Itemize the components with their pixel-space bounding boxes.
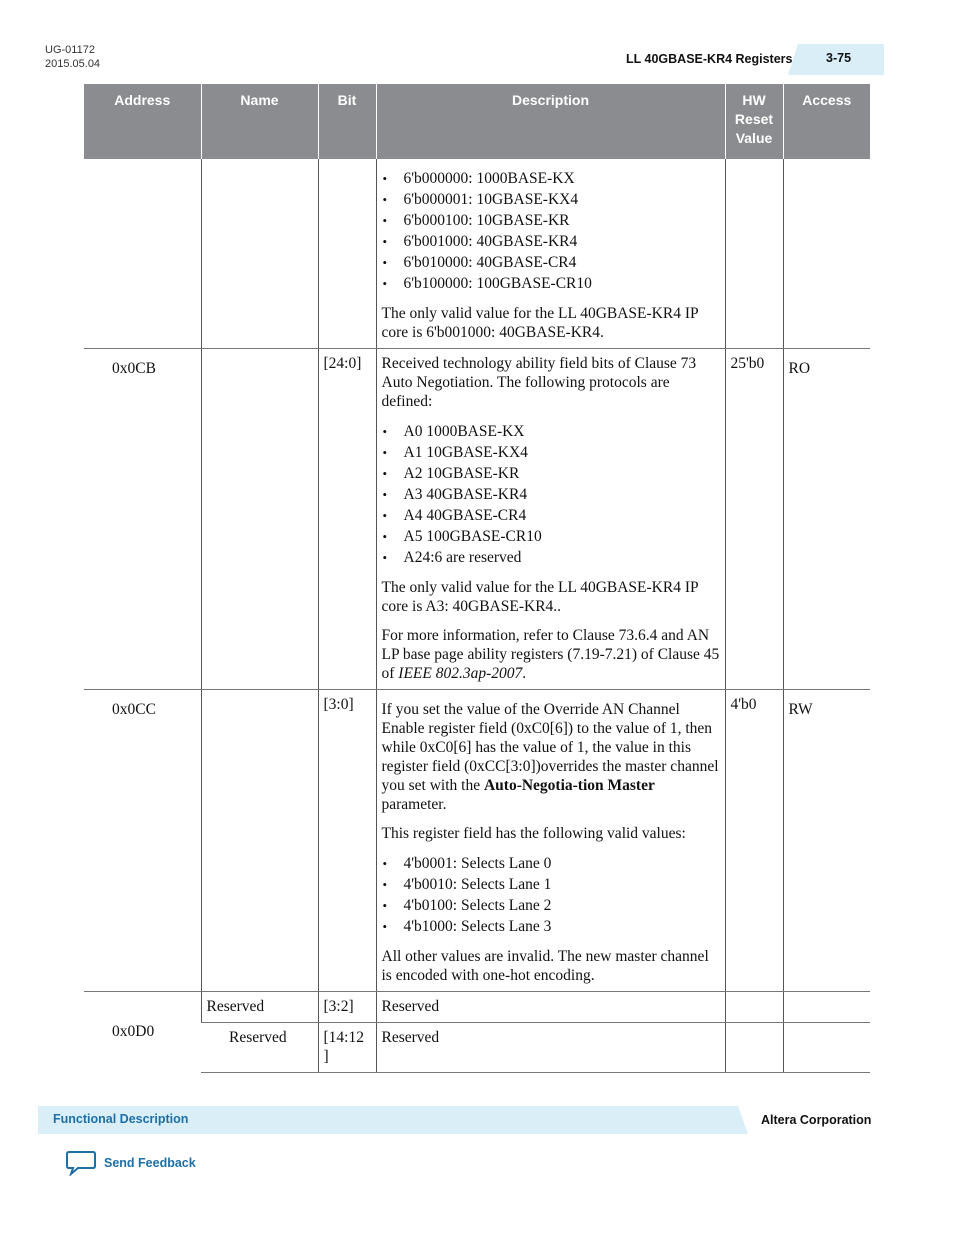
list-item: • 6'b010000: 40GBASE-CR4 xyxy=(382,252,720,273)
column-header-access: Access xyxy=(783,84,870,159)
description-intro xyxy=(382,700,720,814)
reset-cell: 25'b0 xyxy=(725,349,783,690)
table-row xyxy=(84,349,870,690)
table-row xyxy=(84,159,870,349)
table-row xyxy=(84,992,870,1023)
list-item: • A2 10GBASE-KR xyxy=(382,463,720,484)
address-cell: 0x0D0 xyxy=(112,1023,155,1041)
reset-cell xyxy=(725,159,783,349)
list-item: • A5 100GBASE-CR10 xyxy=(382,526,720,547)
list-item: • 4'b1000: Selects Lane 3 xyxy=(382,916,720,937)
description-intro: Received technology ability field bits of Clause 73 Auto Negotiation. The following protocols are defined: xyxy=(381,355,697,410)
reset-cell xyxy=(725,992,783,1023)
section-link[interactable]: Functional Description xyxy=(38,1106,738,1134)
table-row xyxy=(84,1023,870,1073)
name-cell xyxy=(201,349,318,690)
intro-end: parameter. xyxy=(381,796,447,813)
access-cell xyxy=(783,992,870,1023)
access-cell: RW xyxy=(783,690,870,992)
name-cell xyxy=(201,690,318,992)
protocol-list xyxy=(382,421,720,568)
list-item: • 4'b0100: Selects Lane 2 xyxy=(382,895,720,916)
bit-cell: [14:12 ] xyxy=(318,1023,376,1073)
description-note: The only valid value for the LL 40GBASE-KR4 IP core is 6'b001000: 40GBASE-KR4. xyxy=(381,305,699,341)
page-number: 3-75 xyxy=(798,44,884,75)
address-cell: 0x0CC xyxy=(84,690,201,992)
speech-bubble-icon xyxy=(66,1150,96,1176)
table-row xyxy=(84,690,870,992)
bit-cell xyxy=(318,159,376,349)
bit-cell: [3:2] xyxy=(318,992,376,1023)
description-cell: Reserved xyxy=(376,1023,725,1073)
list-item: • A24:6 are reserved xyxy=(382,547,720,568)
protocol-list xyxy=(382,168,720,294)
address-cell xyxy=(84,159,201,349)
list-item: • 4'b0010: Selects Lane 1 xyxy=(382,874,720,895)
list-item: • 6'b100000: 100GBASE-CR10 xyxy=(382,273,720,294)
name-cell: Reserved xyxy=(201,1023,318,1073)
list-item: • A4 40GBASE-CR4 xyxy=(382,505,720,526)
list-item: • 6'b000000: 1000BASE-KX xyxy=(382,168,720,189)
name-cell: Reserved xyxy=(201,992,318,1023)
name-cell xyxy=(201,159,318,349)
doc-id: UG-01172 xyxy=(45,44,95,56)
list-item: • 6'b000100: 10GBASE-KR xyxy=(382,210,720,231)
register-table xyxy=(84,84,870,1073)
list-item: • 4'b0001: Selects Lane 0 xyxy=(382,853,720,874)
company-name: Altera Corporation xyxy=(761,1113,872,1127)
column-header-address: Address xyxy=(84,84,201,159)
list-item: • A1 10GBASE-KX4 xyxy=(382,442,720,463)
parameter-name: Auto-Negotia-tion Master xyxy=(483,777,655,794)
access-cell xyxy=(783,159,870,349)
column-header-bit: Bit xyxy=(318,84,376,159)
description-cell: Reserved xyxy=(376,992,725,1023)
description-note: All other values are invalid. The new master channel is encoded with one-hot encoding. xyxy=(381,948,709,984)
column-header-name: Name xyxy=(201,84,318,159)
description-reference xyxy=(382,626,720,683)
column-header-description: Description xyxy=(376,84,725,159)
table-header-row xyxy=(84,84,870,159)
bit-cell: [3:0] xyxy=(318,690,376,992)
description-cell xyxy=(376,159,725,349)
description-cell xyxy=(376,349,725,690)
bit-cell: [24:0] xyxy=(318,349,376,690)
list-item: • A0 1000BASE-KX xyxy=(382,421,720,442)
reference-end: . xyxy=(522,665,527,682)
lane-list xyxy=(382,853,720,937)
access-cell xyxy=(783,1023,870,1073)
description-note: The only valid value for the LL 40GBASE-KR4 IP core is A3: 40GBASE-KR4.. xyxy=(381,579,699,615)
valid-values-intro: This register field has the following valid values: xyxy=(381,825,686,842)
doc-info xyxy=(45,43,100,71)
reference-text: For more information, refer to Clause 73.6.4 and AN LP base page ability registers (7.19-7.21) of Clause 45 of xyxy=(381,627,720,682)
list-item: • A3 40GBASE-KR4 xyxy=(382,484,720,505)
send-feedback-label: Send Feedback xyxy=(104,1156,196,1170)
reset-cell: 4'b0 xyxy=(725,690,783,992)
access-cell: RO xyxy=(783,349,870,690)
section-title: LL 40GBASE-KR4 Registers xyxy=(626,52,793,66)
standard-reference: IEEE 802.3ap-2007 xyxy=(398,665,523,682)
reset-cell xyxy=(725,1023,783,1073)
column-header-hw-reset-value: HW Reset Value xyxy=(725,84,783,159)
intro-text: If you set the value of the Override AN Channel Enable register field (0xC0[6]) to the value of 1, then while 0xC0[6] has the value of 1, the value in this register field (0xCC[3:0])overrides the master channel you set with the xyxy=(381,701,719,794)
list-item: • 6'b001000: 40GBASE-KR4 xyxy=(382,231,720,252)
send-feedback-link[interactable] xyxy=(66,1150,196,1176)
description-cell xyxy=(376,690,725,992)
address-cell: 0x0CB xyxy=(84,349,201,690)
doc-date: 2015.05.04 xyxy=(45,58,101,70)
list-item: • 6'b000001: 10GBASE-KX4 xyxy=(382,189,720,210)
